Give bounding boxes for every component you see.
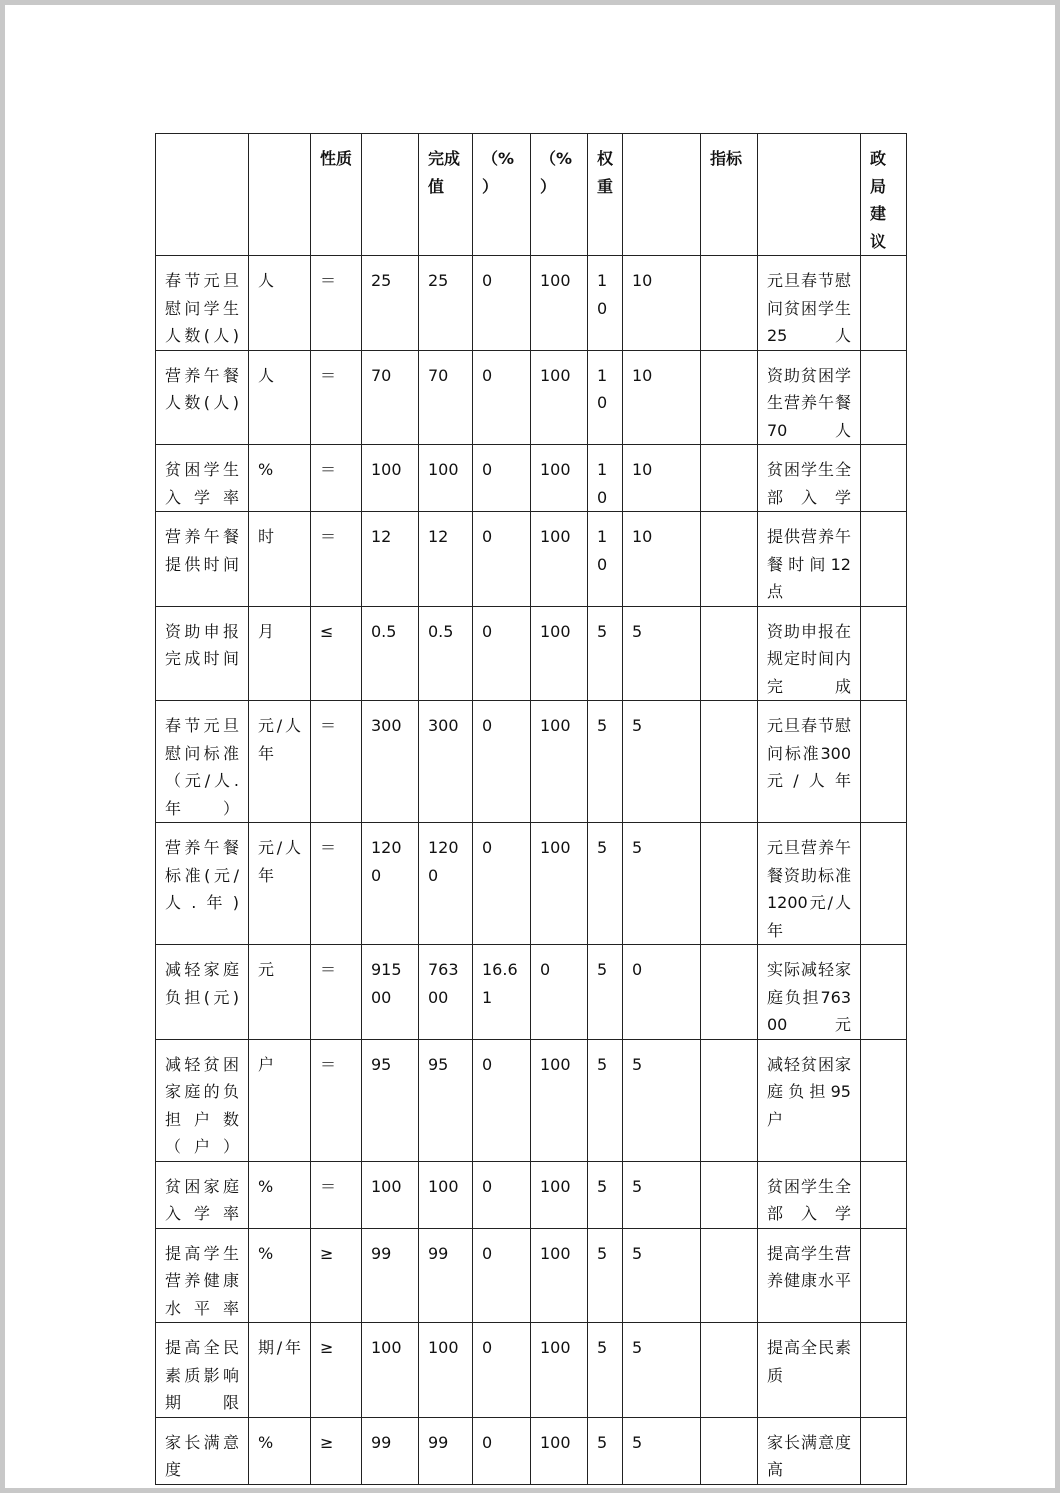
cell-indicator-name: 家长满意度 (156, 1417, 249, 1484)
cell-unit: 时 (249, 512, 311, 607)
cell-target-value: 100 (362, 1161, 419, 1228)
cell-score: 5 (623, 1161, 701, 1228)
cell-indicator-name: 春节元旦慰问学生人数(人) (156, 256, 249, 351)
cell-deviation: 0 (473, 701, 531, 823)
cell-weight: 5 (588, 1323, 623, 1418)
header-cell-unit (249, 134, 311, 256)
cell-score: 5 (623, 1417, 701, 1484)
cell-indicator-name: 营养午餐人数(人) (156, 350, 249, 445)
cell-unit: % (249, 1417, 311, 1484)
cell-unit: % (249, 445, 311, 512)
cell-target-value: 99 (362, 1228, 419, 1323)
cell-indicator-name: 贫困家庭入学率 (156, 1161, 249, 1228)
cell-description: 元旦春节慰问贫困学生25人 (758, 256, 861, 351)
cell-actual-value: 99 (419, 1417, 473, 1484)
cell-description: 提高全民素质 (758, 1323, 861, 1418)
cell-indicator-note (701, 350, 758, 445)
cell-unit: 元 (249, 945, 311, 1040)
cell-description: 元旦营养午餐资助标准1200元/人年 (758, 823, 861, 945)
cell-description: 家长满意度高 (758, 1417, 861, 1484)
cell-indicator-note (701, 445, 758, 512)
header-cell-score (623, 134, 701, 256)
cell-nature: ＝ (311, 1039, 362, 1161)
cell-nature: ＝ (311, 823, 362, 945)
cell-weight: 5 (588, 1039, 623, 1161)
cell-weight: 10 (588, 445, 623, 512)
cell-indicator-name: 减轻家庭负担(元) (156, 945, 249, 1040)
cell-score-rate: 100 (531, 1039, 588, 1161)
cell-score: 5 (623, 606, 701, 701)
table-row (156, 256, 907, 351)
cell-indicator-name: 提高学生营养健康水平率 (156, 1228, 249, 1323)
cell-score-rate: 100 (531, 1417, 588, 1484)
cell-indicator-note (701, 1417, 758, 1484)
cell-indicator-note (701, 823, 758, 945)
cell-unit: 期/年 (249, 1323, 311, 1418)
header-cell-actual-value: 完成值 (419, 134, 473, 256)
cell-target-value: 100 (362, 1323, 419, 1418)
cell-indicator-name: 减轻贫困家庭的负担户数（户） (156, 1039, 249, 1161)
cell-actual-value: 0.5 (419, 606, 473, 701)
cell-description: 减轻贫困家庭负担95户 (758, 1039, 861, 1161)
cell-target-value: 95 (362, 1039, 419, 1161)
table-row (156, 445, 907, 512)
cell-score: 10 (623, 512, 701, 607)
cell-actual-value: 100 (419, 1323, 473, 1418)
cell-description: 贫困学生全部入学 (758, 445, 861, 512)
cell-indicator-note (701, 256, 758, 351)
cell-deviation: 16.61 (473, 945, 531, 1040)
cell-target-value: 91500 (362, 945, 419, 1040)
cell-target-value: 99 (362, 1417, 419, 1484)
cell-actual-value: 70 (419, 350, 473, 445)
cell-unit: 元/人年 (249, 823, 311, 945)
cell-indicator-name: 提高全民素质影响期限 (156, 1323, 249, 1418)
header-cell-deviation: （%） (473, 134, 531, 256)
cell-unit: 元/人年 (249, 701, 311, 823)
cell-score-rate: 100 (531, 1161, 588, 1228)
cell-deviation: 0 (473, 823, 531, 945)
table-row (156, 945, 907, 1040)
cell-score: 5 (623, 1323, 701, 1418)
cell-nature: ＝ (311, 1161, 362, 1228)
cell-suggestion (861, 1228, 907, 1323)
performance-table (155, 133, 907, 1485)
cell-indicator-note (701, 1228, 758, 1323)
table-row (156, 1039, 907, 1161)
cell-score-rate: 100 (531, 512, 588, 607)
cell-description: 资助申报在规定时间内完成 (758, 606, 861, 701)
table-row (156, 701, 907, 823)
header-cell-weight: 权重 (588, 134, 623, 256)
cell-score-rate: 100 (531, 445, 588, 512)
cell-actual-value: 25 (419, 256, 473, 351)
cell-score-rate: 100 (531, 350, 588, 445)
cell-nature: ＝ (311, 512, 362, 607)
cell-nature: ＝ (311, 256, 362, 351)
cell-nature: ＝ (311, 945, 362, 1040)
cell-suggestion (861, 1161, 907, 1228)
cell-score: 10 (623, 256, 701, 351)
cell-weight: 5 (588, 606, 623, 701)
cell-deviation: 0 (473, 1228, 531, 1323)
document-page (5, 5, 1055, 1488)
cell-indicator-note (701, 1039, 758, 1161)
cell-score: 0 (623, 945, 701, 1040)
cell-deviation: 0 (473, 512, 531, 607)
cell-suggestion (861, 701, 907, 823)
cell-nature: ≥ (311, 1228, 362, 1323)
cell-indicator-note (701, 1323, 758, 1418)
cell-indicator-note (701, 512, 758, 607)
cell-suggestion (861, 256, 907, 351)
cell-description: 提供营养午餐时间12点 (758, 512, 861, 607)
cell-indicator-note (701, 945, 758, 1040)
cell-description: 提高学生营养健康水平 (758, 1228, 861, 1323)
cell-unit: % (249, 1161, 311, 1228)
cell-description: 资助贫困学生营养午餐70人 (758, 350, 861, 445)
cell-indicator-name: 营养午餐提供时间 (156, 512, 249, 607)
cell-score: 5 (623, 1228, 701, 1323)
cell-indicator-name: 春节元旦慰问标准（元/人.年） (156, 701, 249, 823)
cell-unit: 月 (249, 606, 311, 701)
cell-score-rate: 100 (531, 606, 588, 701)
cell-weight: 5 (588, 1161, 623, 1228)
header-cell-target-value (362, 134, 419, 256)
cell-indicator-note (701, 1161, 758, 1228)
header-cell-indicator-name (156, 134, 249, 256)
cell-actual-value: 12 (419, 512, 473, 607)
cell-actual-value: 95 (419, 1039, 473, 1161)
cell-actual-value: 300 (419, 701, 473, 823)
header-row (156, 134, 907, 256)
cell-indicator-note (701, 606, 758, 701)
cell-nature: ＝ (311, 350, 362, 445)
cell-indicator-name: 营养午餐标准(元/人.年) (156, 823, 249, 945)
cell-actual-value: 100 (419, 1161, 473, 1228)
cell-score: 10 (623, 350, 701, 445)
cell-suggestion (861, 945, 907, 1040)
cell-target-value: 1200 (362, 823, 419, 945)
cell-actual-value: 99 (419, 1228, 473, 1323)
cell-unit: 人 (249, 256, 311, 351)
cell-target-value: 300 (362, 701, 419, 823)
cell-suggestion (861, 1417, 907, 1484)
cell-description: 实际减轻家庭负担76300元 (758, 945, 861, 1040)
cell-score-rate: 0 (531, 945, 588, 1040)
cell-weight: 10 (588, 512, 623, 607)
cell-nature: ≥ (311, 1417, 362, 1484)
table-row (156, 512, 907, 607)
cell-target-value: 100 (362, 445, 419, 512)
cell-weight: 10 (588, 256, 623, 351)
cell-weight: 5 (588, 823, 623, 945)
cell-description: 贫困学生全部入学 (758, 1161, 861, 1228)
cell-description: 元旦春节慰问标准300元/人年 (758, 701, 861, 823)
cell-deviation: 0 (473, 350, 531, 445)
cell-indicator-name: 贫困学生入学率 (156, 445, 249, 512)
cell-suggestion (861, 445, 907, 512)
cell-score: 5 (623, 823, 701, 945)
table-row (156, 1228, 907, 1323)
cell-weight: 5 (588, 701, 623, 823)
table-row (156, 1161, 907, 1228)
table-row (156, 1323, 907, 1418)
cell-target-value: 25 (362, 256, 419, 351)
cell-actual-value: 76300 (419, 945, 473, 1040)
header-cell-suggestion: 政局建议 (861, 134, 907, 256)
header-cell-nature: 性质 (311, 134, 362, 256)
cell-deviation: 0 (473, 1161, 531, 1228)
cell-target-value: 0.5 (362, 606, 419, 701)
cell-weight: 5 (588, 1228, 623, 1323)
cell-score: 5 (623, 701, 701, 823)
cell-unit: % (249, 1228, 311, 1323)
cell-deviation: 0 (473, 1323, 531, 1418)
table-row (156, 350, 907, 445)
cell-actual-value: 100 (419, 445, 473, 512)
cell-score-rate: 100 (531, 1228, 588, 1323)
cell-score: 5 (623, 1039, 701, 1161)
cell-suggestion (861, 823, 907, 945)
cell-deviation: 0 (473, 606, 531, 701)
cell-suggestion (861, 350, 907, 445)
cell-indicator-note (701, 701, 758, 823)
cell-nature: ≤ (311, 606, 362, 701)
cell-weight: 10 (588, 350, 623, 445)
cell-target-value: 70 (362, 350, 419, 445)
cell-score-rate: 100 (531, 1323, 588, 1418)
cell-score-rate: 100 (531, 701, 588, 823)
cell-nature: ＝ (311, 445, 362, 512)
cell-actual-value: 1200 (419, 823, 473, 945)
cell-suggestion (861, 1039, 907, 1161)
cell-nature: ≥ (311, 1323, 362, 1418)
cell-deviation: 0 (473, 256, 531, 351)
header-cell-indicator-note: 指标 (701, 134, 758, 256)
table-row (156, 1417, 907, 1484)
table-row (156, 606, 907, 701)
cell-deviation: 0 (473, 1417, 531, 1484)
cell-target-value: 12 (362, 512, 419, 607)
cell-nature: ＝ (311, 701, 362, 823)
cell-unit: 人 (249, 350, 311, 445)
cell-deviation: 0 (473, 1039, 531, 1161)
cell-score: 10 (623, 445, 701, 512)
cell-suggestion (861, 1323, 907, 1418)
table-row (156, 823, 907, 945)
header-cell-score-rate: （%） (531, 134, 588, 256)
cell-suggestion (861, 512, 907, 607)
header-cell-description (758, 134, 861, 256)
cell-suggestion (861, 606, 907, 701)
cell-weight: 5 (588, 1417, 623, 1484)
cell-score-rate: 100 (531, 823, 588, 945)
cell-deviation: 0 (473, 445, 531, 512)
cell-unit: 户 (249, 1039, 311, 1161)
cell-indicator-name: 资助申报完成时间 (156, 606, 249, 701)
cell-weight: 5 (588, 945, 623, 1040)
cell-score-rate: 100 (531, 256, 588, 351)
